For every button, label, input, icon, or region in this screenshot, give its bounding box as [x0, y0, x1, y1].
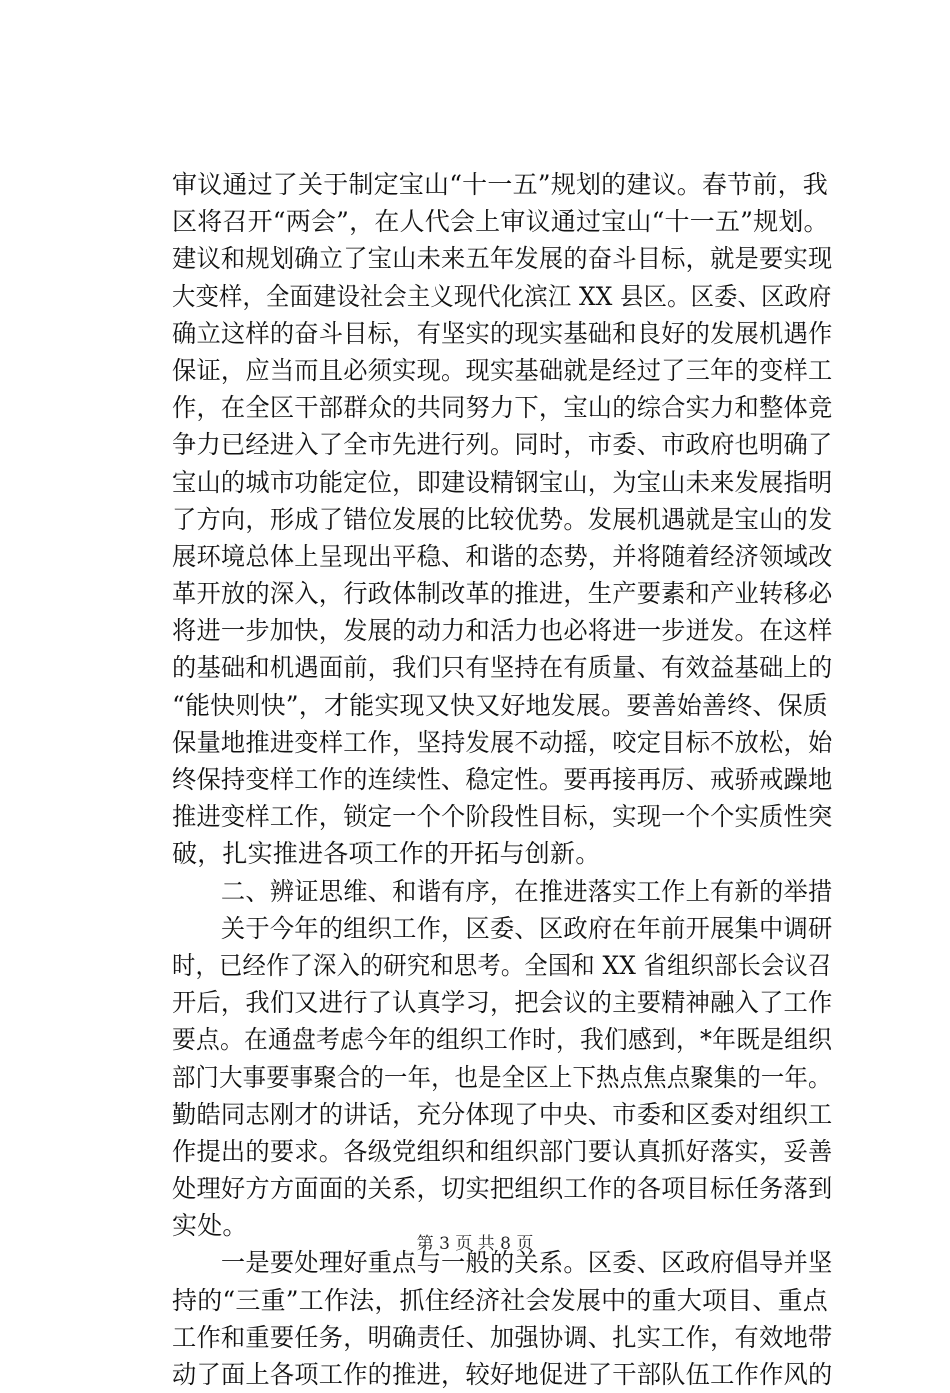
text-line: 工作和重要任务，明确责任、加强协调、扎实工作，有效地带: [172, 1322, 833, 1352]
text-line: 部门大事要事聚合的一年，也是全区上下热点焦点聚集的一年。: [172, 1062, 832, 1092]
text-line: 作，在全区干部群众的共同努力下，宝山的综合实力和整体竞: [172, 393, 833, 423]
text-line: 时，已经作了深入的研究和思考。全国和 XX 省组织部长会议召: [172, 950, 832, 980]
text-line: 了方向，形成了错位发展的比较优势。发展机遇就是宝山的发: [172, 504, 833, 534]
text-line: 区将召开“两会”，在人代会上审议通过宝山“十一五”规划。: [172, 207, 829, 237]
page-footer: 第 3 页 共 8 页: [416, 1234, 534, 1254]
text-line: 推进变样工作，锁定一个个阶段性目标，实现一个个实质性突: [172, 802, 833, 832]
text-line: 一是要处理好重点与一般的关系。区委、区政府倡导并坚: [172, 1248, 833, 1278]
text-line: 动了面上各项工作的推进，较好地促进了干部队伍工作作风的: [172, 1360, 833, 1389]
text-line: 处理好方方面面的关系，切实把组织工作的各项目标任务落到: [172, 1174, 833, 1204]
text-line: 审议通过了关于制定宝山“十一五”规划的建议。春节前，我: [172, 170, 828, 199]
text-line: 革开放的深入，行政体制改革的推进，生产要素和产业转移必: [172, 579, 833, 609]
text-line: 二、辨证思维、和谐有序，在推进落实工作上有新的举措: [172, 876, 833, 906]
text-line: 宝山的城市功能定位，即建设精钢宝山，为宝山未来发展指明: [172, 467, 833, 497]
text-line: 作提出的要求。各级党组织和组织部门要认真抓好落实，妥善: [172, 1136, 833, 1166]
text-line: 展环境总体上呈现出平稳、和谐的态势，并将随着经济领域改: [172, 541, 833, 571]
text-line: 保量地推进变样工作，坚持发展不动摇，咬定目标不放松，始: [172, 727, 833, 757]
text-line: 持的“三重”工作法，抓住经济社会发展中的重大项目、重点: [172, 1285, 828, 1315]
text-line: 要点。在通盘考虑今年的组织工作时，我们感到，*年既是组织: [172, 1025, 833, 1055]
text-line: 勤皓同志刚才的讲话，充分体现了中央、市委和区委对组织工: [172, 1099, 833, 1129]
text-line: 建议和规划确立了宝山未来五年发展的奋斗目标，就是要实现: [172, 244, 833, 274]
body-text: [172, 166, 832, 1393]
text-line: 将进一步加快，发展的动力和活力也必将进一步迸发。在这样: [172, 616, 833, 646]
text-line: 实处。: [172, 1211, 248, 1241]
text-line: 保证，应当而且必须实现。现实基础就是经过了三年的变样工: [172, 355, 833, 385]
text-line: 确立这样的奋斗目标，有坚实的现实基础和良好的发展机遇作: [172, 318, 833, 348]
text-line: 破，扎实推进各项工作的开拓与创新。: [172, 839, 601, 869]
text-line: 大变样，全面建设社会主义现代化滨江 XX 县区。区委、区政府: [172, 281, 832, 311]
text-line: “能快则快”，才能实现又快又好地发展。要善始善终、保质: [172, 690, 828, 720]
text-line: 终保持变样工作的连续性、稳定性。要再接再厉、戒骄戒躁地: [172, 765, 833, 794]
text-line: 开后，我们又进行了认真学习，把会议的主要精神融入了工作: [172, 988, 833, 1018]
text-line: 的基础和机遇面前，我们只有坚持在有质量、有效益基础上的: [172, 653, 833, 683]
text-line: 争力已经进入了全市先进行列。同时，市委、市政府也明确了: [172, 430, 833, 460]
text-line: 关于今年的组织工作，区委、区政府在年前开展集中调研: [172, 913, 833, 943]
